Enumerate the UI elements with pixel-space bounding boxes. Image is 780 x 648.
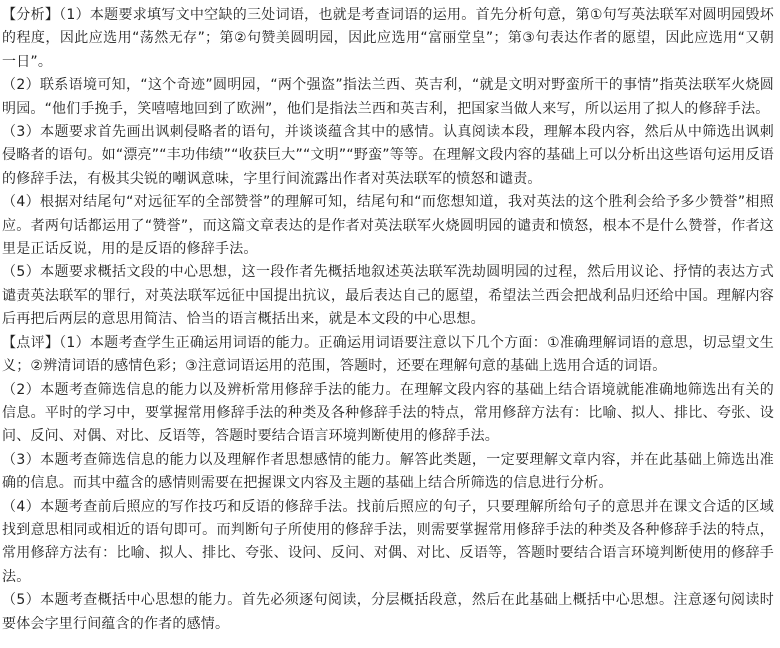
analysis-item-2: （2）联系语境可知，“这个奇迹”圆明园，“两个强盗”指法兰西、英吉利，“就是文明对野蛮所干的事情”指英法联军火烧圆明园。“他们手挽手，笑嘻嘻地回到了欧洲”，他们是指法兰西和英吉利，把国家当做人来写，所以运用了拟人的修辞手法。 — [2, 77, 774, 117]
comment-item-5: （5）本题考查概括中心思想的能力。首先必须逐句阅读，分层概括段意，然后在此基础上概括中心思想。注意逐句阅读时要体会字里行间蕴含的作者的感情。 — [2, 592, 774, 632]
comment-text-1: （1）本题考查学生正确运用词语的能力。正确运用词语要注意以下几个方面：①准确理解词语的意思，切忌望文生义；②辨清词语的感情色彩；③注意词语运用的范围，答题时，还要在理解句意的基础上选用合适的词语。 — [2, 334, 774, 375]
analysis-label: 【分析】 — [2, 7, 60, 23]
analysis-item-3: （3）本题要求首先画出讽刺侵略者的语句，并谈谈蕴含其中的感情。认真阅读本段，理解本段内容，然后从中筛选出讽刺侵略者的语句。如“漂亮”“丰功伟绩”“收获巨大”“文明”“野蛮”等等。在理解文段内容的基础上可以分析出这些语句运用反语的修辞手法，有极其尖锐的嘲讽意味，字里行间流露出作者对英法联军的愤怒和谴责。 — [2, 124, 774, 187]
analysis-item-4: （4）根据对结尾句“对远征军的全部赞誉”的理解可知，结尾句和“而您想知道，我对英法的这个胜利会给予多少赞誉”相照应。者两句话都运用了“赞誉”，而这篇文章表达的是作者对英法联军火烧圆明园的谴责和愤怒，根本不是什么赞誉，作者这里是正话反说，用的是反语的修辞手法。 — [2, 194, 774, 258]
comment-item-3: （3）本题考查筛选信息的能力以及理解作者思想感情的能力。解答此类题，一定要理解文章内容，并在此基础上筛选出准确的信息。而其中蕴含的感情则需要在把握课文内容及主题的基础上结合所筛选的信息进行分析。 — [2, 451, 774, 492]
comment-item-4: （4）本题考查前后照应的写作技巧和反语的修辞手法。找前后照应的句子，只要理解所给句子的意思并在课文合适的区域找到意思相同或相近的语句即可。而判断句子所使用的修辞手法，则需要掌握常用修辞手法的种类及各种修辞手法的特点，常用修辞方法有：比喻、拟人、排比、夸张、设问、反问、对偶、对比、反语等，答题时要结合语言环境判断使用的修辞手法。 — [2, 498, 774, 585]
analysis-item-5: （5）本题要求概括文段的中心思想，这一段作者先概括地叙述英法联军洗劫圆明园的过程，然后用议论、抒情的表达方式谴责英法联军的罪行，对英法联军远征中国提出抗议，最后表达自己的愿望，希望法兰西会把战利品归还给中国。理解内容后再把后两层的意思用简洁、恰当的语言概括出来，就是本文段的中心思想。 — [2, 264, 774, 328]
analysis-item-1 — [2, 4, 774, 74]
comment-item-1 — [2, 332, 774, 379]
comment-item-2: （2）本题考查筛选信息的能力以及辨析常用修辞手法的能力。在理解文段内容的基础上结合语境就能准确地筛选出有关的信息。平时的学习中，要掌握常用修辞手法的种类及各种修辞手法的特点，常用修辞方法有：比喻、拟人、排比、夸张、设问、反问、对偶、对比、反语等，答题时要结合语言环境判断使用的修辞手法。 — [2, 381, 774, 445]
analysis-text-1: （1）本题要求填写文中空缺的三处词语，也就是考查词语的运用。首先分析句意，第①句写英法联军对圆明园毁坏的程度，因此应选用“荡然无存”；第②句赞美圆明园，因此应选用“富丽堂皇”；第③句表达作者的愿望，因此应选用“又朝一日”。 — [2, 7, 774, 70]
comment-label: 【点评】 — [2, 334, 60, 351]
